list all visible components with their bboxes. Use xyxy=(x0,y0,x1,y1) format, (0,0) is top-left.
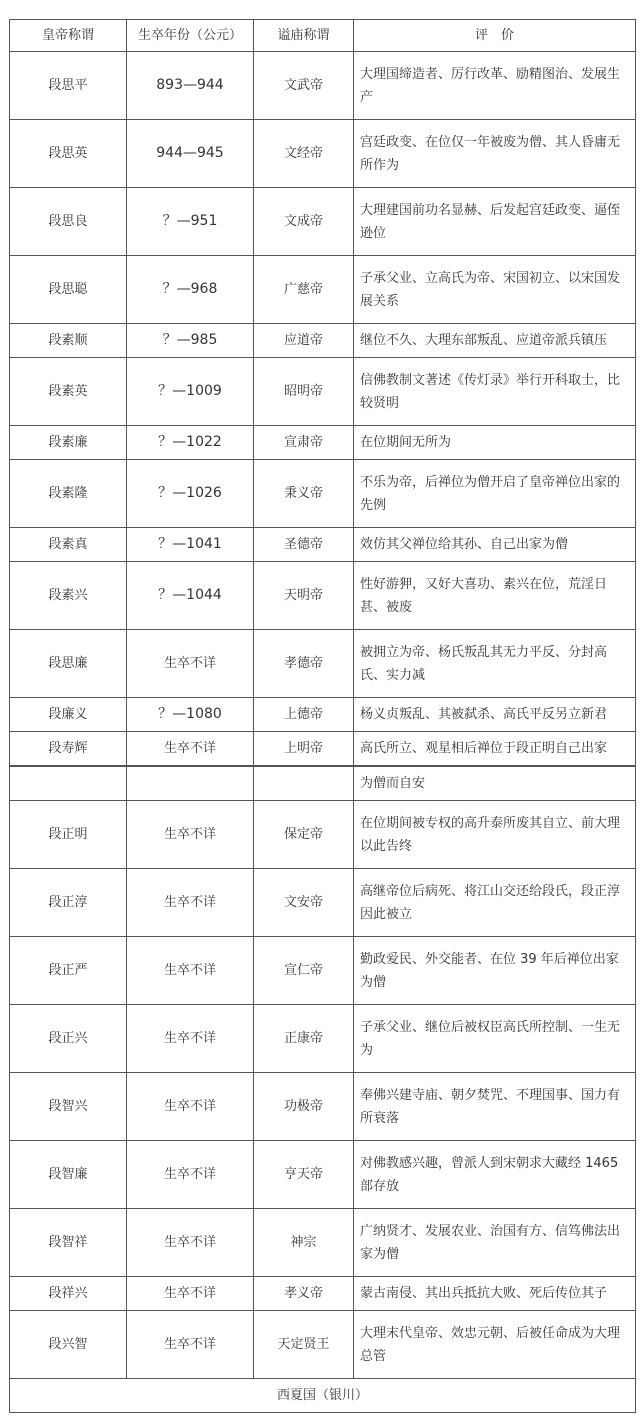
emperor-name: 段思聪 xyxy=(10,256,127,324)
emperor-years: 生卒不详 xyxy=(127,1311,254,1379)
emperor-name: 段正淳 xyxy=(10,869,127,937)
emperor-eval: 继位不久、大理东部叛乱、应道帝派兵镇压 xyxy=(354,324,636,358)
emperor-years: 893—944 xyxy=(127,52,254,120)
emperor-title: 功极帝 xyxy=(254,1073,354,1141)
emperor-name: 段祥兴 xyxy=(10,1277,127,1311)
emperor-title: 宣仁帝 xyxy=(254,937,354,1005)
emperor-name: 段寿辉 xyxy=(10,732,127,766)
header-name: 皇帝称谓 xyxy=(10,20,127,52)
emperor-name: 段智兴 xyxy=(10,1073,127,1141)
emperor-name: 段思平 xyxy=(10,52,127,120)
emperor-eval: 效仿其父禅位给其孙、自己出家为僧 xyxy=(354,528,636,562)
empty-cell xyxy=(10,767,127,801)
table-row xyxy=(10,1073,636,1141)
emperor-name: 段智廉 xyxy=(10,1141,127,1209)
emperor-eval: 被拥立为帝、杨氏叛乱其无力平反、分封高氏、实力减 xyxy=(354,630,636,698)
table-row xyxy=(10,1277,636,1311)
emperor-name: 段素隆 xyxy=(10,460,127,528)
emperor-title: 昭明帝 xyxy=(254,358,354,426)
emperor-name: 段素英 xyxy=(10,358,127,426)
emperor-title: 秉义帝 xyxy=(254,460,354,528)
emperor-name: 段正兴 xyxy=(10,1005,127,1073)
emperor-title: 文经帝 xyxy=(254,120,354,188)
emperor-eval: 高氏所立、观星相后禅位于段正明自己出家 xyxy=(354,732,636,766)
emperor-name: 段素真 xyxy=(10,528,127,562)
continuation-text: 为僧而自安 xyxy=(354,767,636,801)
emperor-years: 生卒不详 xyxy=(127,801,254,869)
emperor-title: 天定贤王 xyxy=(254,1311,354,1379)
table-row xyxy=(10,630,636,698)
emperor-eval: 信佛教制文著述《传灯录》举行开科取士，比较贤明 xyxy=(354,358,636,426)
emperor-name: 段思廉 xyxy=(10,630,127,698)
emperor-name: 段素廉 xyxy=(10,426,127,460)
empty-cell xyxy=(254,767,354,801)
emperor-years: 生卒不详 xyxy=(127,732,254,766)
header-title: 谥庙称谓 xyxy=(254,20,354,52)
emperor-eval: 在位期间被专权的高升泰所废其自立、前大理以此告终 xyxy=(354,801,636,869)
table-row xyxy=(10,120,636,188)
table-row xyxy=(10,256,636,324)
emperor-name: 段素顺 xyxy=(10,324,127,358)
emperor-years: ？—1022 xyxy=(127,426,254,460)
emperor-eval: 性好游狎，又好大喜功、素兴在位，荒淫日甚、被废 xyxy=(354,562,636,630)
emperor-title: 应道帝 xyxy=(254,324,354,358)
emperor-years: 生卒不详 xyxy=(127,1005,254,1073)
table-row xyxy=(10,188,636,256)
emperor-years: ？—1044 xyxy=(127,562,254,630)
emperor-years: ？—968 xyxy=(127,256,254,324)
table-row xyxy=(10,324,636,358)
emperor-eval: 高继帝位后病死、将江山交还给段氏，段正淳因此被立 xyxy=(354,869,636,937)
emperor-title: 广慈帝 xyxy=(254,256,354,324)
emperor-title: 神宗 xyxy=(254,1209,354,1277)
emperor-years: 生卒不详 xyxy=(127,869,254,937)
table-row xyxy=(10,698,636,732)
table-row xyxy=(10,1209,636,1277)
emperor-eval: 杨义贞叛乱、其被弑杀、高氏平反另立新君 xyxy=(354,698,636,732)
emperor-name: 段素兴 xyxy=(10,562,127,630)
emperor-years: 944—945 xyxy=(127,120,254,188)
emperor-years: 生卒不详 xyxy=(127,1141,254,1209)
table-row xyxy=(10,528,636,562)
footer-kingdom: 西夏国（银川） xyxy=(10,1379,636,1413)
emperor-eval: 大理国缔造者、厉行改革、励精图治、发展生产 xyxy=(354,52,636,120)
continuation-row xyxy=(10,767,636,801)
emperor-years: 生卒不详 xyxy=(127,630,254,698)
emperor-name: 段廉义 xyxy=(10,698,127,732)
emperor-name: 段正明 xyxy=(10,801,127,869)
emperor-title: 文安帝 xyxy=(254,869,354,937)
emperor-table-part1 xyxy=(9,19,636,766)
emperor-eval: 大理末代皇帝、效忠元朝、后被任命成为大理总管 xyxy=(354,1311,636,1379)
emperor-title: 孝义帝 xyxy=(254,1277,354,1311)
empty-cell xyxy=(127,767,254,801)
table-row xyxy=(10,869,636,937)
emperor-name: 段智祥 xyxy=(10,1209,127,1277)
emperor-eval: 大理建国前功名显赫、后发起宫廷政变、逼侄逊位 xyxy=(354,188,636,256)
emperor-eval: 奉佛兴建寺庙、朝夕焚咒、不理国事、国力有所衰落 xyxy=(354,1073,636,1141)
table-row xyxy=(10,1311,636,1379)
emperor-title: 孝德帝 xyxy=(254,630,354,698)
table-row xyxy=(10,358,636,426)
table-row xyxy=(10,732,636,766)
emperor-years: ？—1041 xyxy=(127,528,254,562)
emperor-title: 宣肃帝 xyxy=(254,426,354,460)
emperor-eval: 子承父业、立高氏为帝、宋国初立、以宋国发展关系 xyxy=(354,256,636,324)
table-row xyxy=(10,937,636,1005)
emperor-eval: 对佛教感兴趣，曾派人到宋朝求大藏经 1465 部存放 xyxy=(354,1141,636,1209)
emperor-eval: 广纳贤才、发展农业、治国有方、信笃佛法出家为僧 xyxy=(354,1209,636,1277)
emperor-table-part2 xyxy=(9,766,636,1413)
emperor-years: ？—985 xyxy=(127,324,254,358)
emperor-years: 生卒不详 xyxy=(127,1277,254,1311)
emperor-title: 文成帝 xyxy=(254,188,354,256)
emperor-name: 段正严 xyxy=(10,937,127,1005)
header-row xyxy=(10,20,636,52)
emperor-name: 段思良 xyxy=(10,188,127,256)
emperor-title: 上德帝 xyxy=(254,698,354,732)
emperor-eval: 子承父业、继位后被权臣高氏所控制、一生无为 xyxy=(354,1005,636,1073)
emperor-years: ？—1026 xyxy=(127,460,254,528)
emperor-title: 上明帝 xyxy=(254,732,354,766)
emperor-eval: 宫廷政变、在位仅一年被废为僧、其人昏庸无所作为 xyxy=(354,120,636,188)
emperor-years: ？—1009 xyxy=(127,358,254,426)
emperor-title: 圣德帝 xyxy=(254,528,354,562)
footer-row xyxy=(10,1379,636,1413)
emperor-years: ？—1080 xyxy=(127,698,254,732)
emperor-name: 段思英 xyxy=(10,120,127,188)
table-row xyxy=(10,801,636,869)
emperor-eval: 在位期间无所为 xyxy=(354,426,636,460)
table-row xyxy=(10,1141,636,1209)
emperor-title: 天明帝 xyxy=(254,562,354,630)
table-row xyxy=(10,562,636,630)
emperor-eval: 蒙古南侵、其出兵抵抗大败、死后传位其子 xyxy=(354,1277,636,1311)
emperor-name: 段兴智 xyxy=(10,1311,127,1379)
emperor-title: 亨天帝 xyxy=(254,1141,354,1209)
table-row xyxy=(10,426,636,460)
emperor-eval: 勤政爱民、外交能者、在位 39 年后禅位出家为僧 xyxy=(354,937,636,1005)
emperor-years: 生卒不详 xyxy=(127,1209,254,1277)
emperor-years: 生卒不详 xyxy=(127,1073,254,1141)
table-row xyxy=(10,1005,636,1073)
emperor-title: 保定帝 xyxy=(254,801,354,869)
table-row xyxy=(10,52,636,120)
header-years: 生卒年份（公元） xyxy=(127,20,254,52)
header-eval: 评 价 xyxy=(354,20,636,52)
emperor-title: 正康帝 xyxy=(254,1005,354,1073)
table-row xyxy=(10,460,636,528)
emperor-title: 文武帝 xyxy=(254,52,354,120)
emperor-eval: 不乐为帝，后禅位为僧开启了皇帝禅位出家的先例 xyxy=(354,460,636,528)
emperor-years: ？—951 xyxy=(127,188,254,256)
emperor-years: 生卒不详 xyxy=(127,937,254,1005)
